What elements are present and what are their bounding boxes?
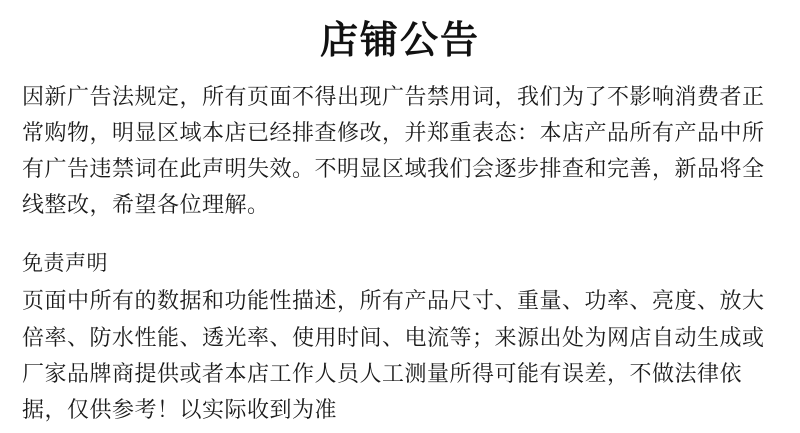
disclaimer-paragraph: 页面中所有的数据和功能性描述，所有产品尺寸、重量、功率、亮度、放大倍率、防水性能、透光率、使用时间、电流等；来源出处为网店自动生成或厂家品牌商提供或者本店工作人员人工测量所得可能有误差，不做法律依据，仅供参考！以实际收到为准 [22, 289, 765, 424]
disclaimer-heading: 免责声明 [22, 250, 108, 275]
announcement-paragraph: 因新广告法规定，所有页面不得出现广告禁用词，我们为了不影响消费者正常购物，明显区域本店已经排查修改，并郑重表态：本店产品所有产品中所有广告违禁词在此声明失效。不明显区域我们会逐步排查和完善，新品将全线整改，希望各位理解。 [22, 84, 765, 219]
page-title: 店铺公告 [319, 18, 480, 62]
